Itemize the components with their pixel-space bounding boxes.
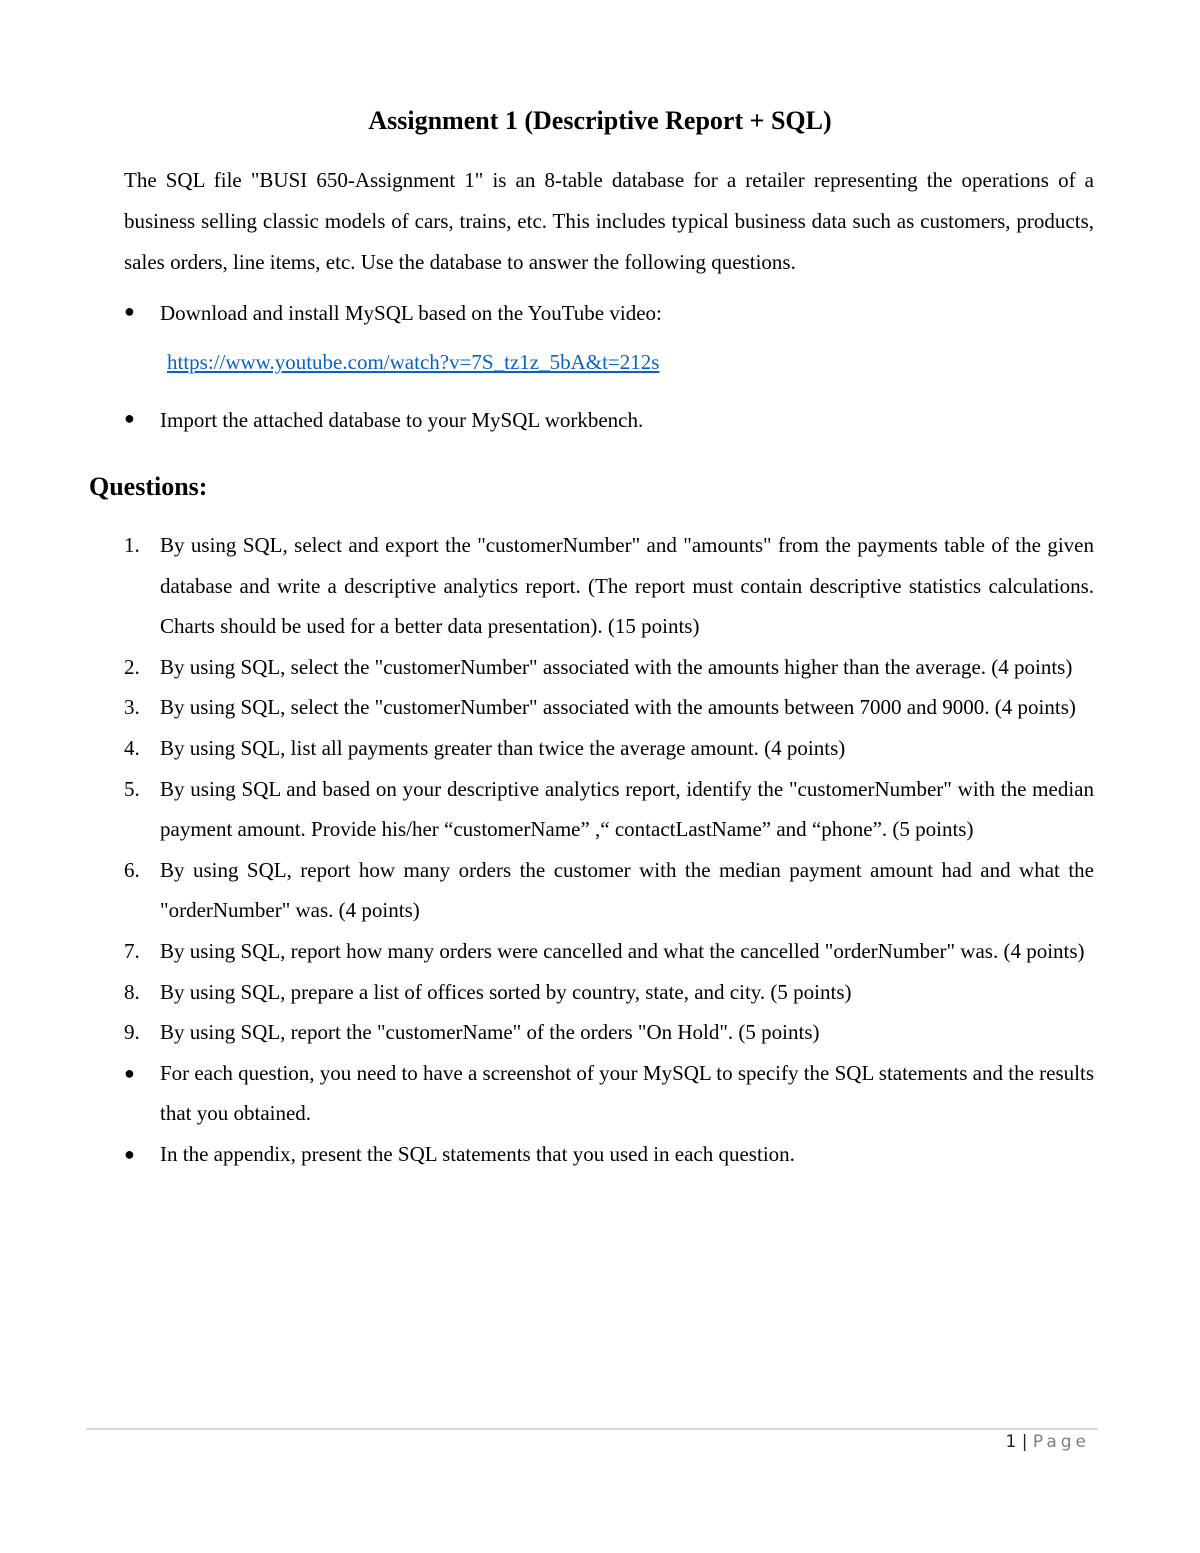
document-title: Assignment 1 (Descriptive Report + SQL) xyxy=(368,106,832,135)
question-number: 4. xyxy=(124,735,140,760)
question-item xyxy=(124,1012,1094,1053)
footer-divider xyxy=(86,1428,1098,1430)
question-text: By using SQL, select the "customerNumber" associated with the amounts between 7000 and 9000. (4 points) xyxy=(160,695,1076,720)
question-number: 2. xyxy=(124,654,140,679)
question-item xyxy=(124,728,1094,769)
page-label: Page xyxy=(1032,1432,1090,1452)
question-text: By using SQL, report the "customerName" of the orders "On Hold". (5 points) xyxy=(160,1020,820,1045)
questions-heading: Questions: xyxy=(89,472,208,501)
page-footer xyxy=(1005,1432,1090,1452)
question-text: By using SQL and based on your descriptive analytics report, identify the "customerNumber" with the median payment amount. Provide his/her “customerName” ,“ contactLastName” and “phone”. (5 points) xyxy=(160,776,1094,842)
question-text: By using SQL, select and export the "customerNumber" and "amounts" from the payments table of the given database and write a descriptive analytics report. (The report must contain descriptive statistics calculations. Charts should be used for a better data presentation). (15 points) xyxy=(160,533,1094,639)
bullet-text: In the appendix, present the SQL statements that you used in each question. xyxy=(160,1141,795,1166)
question-text: By using SQL, report how many orders the customer with the median payment amount had and what the "orderNumber" was. (4 points) xyxy=(160,857,1094,923)
question-text: By using SQL, prepare a list of offices sorted by country, state, and city. (5 points) xyxy=(160,979,852,1004)
question-number: 1. xyxy=(124,533,140,557)
question-text: By using SQL, report how many orders were cancelled and what the cancelled "orderNumber" was. (4 points) xyxy=(160,938,1085,963)
question-item xyxy=(124,931,1094,972)
question-item xyxy=(124,687,1094,728)
instruction-bullet xyxy=(124,1053,1094,1134)
bullet-icon: ● xyxy=(124,408,135,428)
intro-paragraph: The SQL file "BUSI 650-Assignment 1" is an 8-table database for a retailer representing the operations of a business selling classic models of cars, trains, etc. This includes typical business data such as customers, products, sales orders, line items, etc. Use the database to answer the following questions. xyxy=(124,168,1094,274)
question-number: 9. xyxy=(124,1020,140,1045)
question-item xyxy=(124,525,1094,647)
bullet-text: Download and install MySQL based on the YouTube video: xyxy=(160,301,662,325)
question-number: 7. xyxy=(124,938,140,963)
question-item xyxy=(124,647,1094,688)
questions-list xyxy=(124,525,1094,1175)
question-item xyxy=(124,850,1094,931)
bullet-icon: ● xyxy=(124,1143,135,1164)
setup-bullet xyxy=(124,408,1094,433)
question-text: By using SQL, list all payments greater than twice the average amount. (4 points) xyxy=(160,735,846,760)
question-number: 5. xyxy=(124,776,140,801)
question-number: 8. xyxy=(124,979,140,1004)
youtube-link[interactable]: https://www.youtube.com/watch?v=7S_tz1z_5bA&t=212s xyxy=(167,350,660,374)
bullet-icon: ● xyxy=(124,1062,135,1083)
setup-bullet xyxy=(124,301,1094,326)
bullet-icon: ● xyxy=(124,301,135,321)
footer-separator: | xyxy=(1021,1432,1028,1452)
question-text: By using SQL, select the "customerNumber" associated with the amounts higher than the average. (4 points) xyxy=(160,654,1073,679)
bullet-text: For each question, you need to have a screenshot of your MySQL to specify the SQL statements and the results that you obtained. xyxy=(160,1060,1094,1126)
instruction-bullet xyxy=(124,1134,1094,1175)
question-item xyxy=(124,972,1094,1013)
question-item xyxy=(124,769,1094,850)
page-number: 1 xyxy=(1005,1432,1017,1452)
bullet-text: Import the attached database to your MySQL workbench. xyxy=(160,408,644,432)
question-number: 3. xyxy=(124,695,140,720)
question-number: 6. xyxy=(124,857,140,882)
